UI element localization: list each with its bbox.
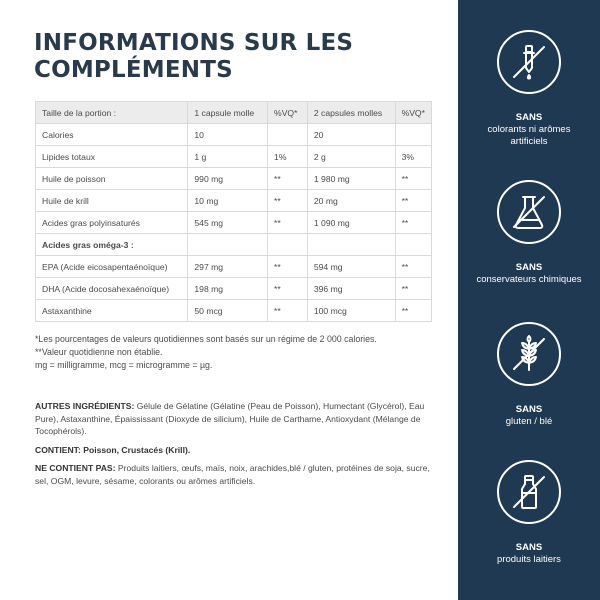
- cell-dv-1: **: [268, 278, 308, 300]
- cell-dv-2: **: [395, 278, 431, 300]
- cell-amount-1: 10: [188, 124, 268, 146]
- table-row: [36, 168, 432, 190]
- cell-amount-1: 545 mg: [188, 212, 268, 234]
- cell-dv-2: **: [395, 190, 431, 212]
- cell-dv-2: **: [395, 256, 431, 278]
- badge-head: SANS: [515, 112, 543, 123]
- no-wheat-icon: [497, 322, 561, 386]
- cell-amount-1: 297 mg: [188, 256, 268, 278]
- other-ingredients-text: Gélule de Gélatine (Gélatine (Peau de Poisson), Humectant (Glycérol), Eau Pure), Astaxanthine, Épaississant (Dioxyde de silicium), Huile de Carthame, Antioxydant (Mélange de Tocophérols).: [35, 401, 425, 436]
- cell-dv-1: [268, 124, 308, 146]
- contains: [35, 444, 440, 457]
- no-dropper-icon: [497, 30, 561, 94]
- table-row: [36, 212, 432, 234]
- cell-nutrient: Huile de krill: [36, 190, 188, 212]
- page-title: [34, 30, 444, 84]
- footnotes: [35, 333, 440, 372]
- cell-nutrient: Calories: [36, 124, 188, 146]
- cell-nutrient: Huile de poisson: [36, 168, 188, 190]
- cell-dv-1: **: [268, 300, 308, 322]
- cell-nutrient: Acides gras oméga-3 :: [36, 234, 188, 256]
- cell-amount-2: 1 090 mg: [307, 212, 395, 234]
- header-one-capsule: 1 capsule molle: [188, 102, 268, 124]
- badge-text: conservateurs chimiques: [476, 274, 582, 285]
- header-dv-1: %VQ*: [268, 102, 308, 124]
- cell-dv-2: [395, 124, 431, 146]
- cell-nutrient: Astaxanthine: [36, 300, 188, 322]
- table-row: [36, 124, 432, 146]
- does-not-contain-text: Produits laitiers, œufs, maïs, noix, arachides,blé / gluten, protéines de soja, sucre, sel, OGM, levure, sésame, colorants ou arômes artificiels.: [35, 463, 430, 486]
- cell-amount-2: 2 g: [307, 146, 395, 168]
- badge-text: gluten / blé: [505, 416, 553, 427]
- supplement-facts-table: [35, 101, 432, 322]
- cell-amount-1: [188, 234, 268, 256]
- cell-dv-1: **: [268, 190, 308, 212]
- cell-nutrient: DHA (Acide docosahexaénoïque): [36, 278, 188, 300]
- title-line-2: COMPLÉMENTS: [34, 57, 233, 83]
- badge-head: SANS: [515, 404, 543, 415]
- badge-head: SANS: [515, 262, 543, 273]
- table-row: [36, 256, 432, 278]
- does-not-contain: [35, 462, 440, 487]
- badge-no-colorants: [458, 30, 600, 148]
- cell-dv-2: **: [395, 212, 431, 234]
- header-dv-2: %VQ*: [395, 102, 431, 124]
- cell-dv-1: **: [268, 256, 308, 278]
- cell-amount-2: 20 mg: [307, 190, 395, 212]
- badge-head: SANS: [515, 542, 543, 553]
- cell-amount-1: 990 mg: [188, 168, 268, 190]
- badge-no-dairy: [458, 460, 600, 566]
- cell-amount-1: 1 g: [188, 146, 268, 168]
- cell-dv-2: **: [395, 300, 431, 322]
- badge-text: produits laitiers: [497, 554, 561, 565]
- table-row: [36, 146, 432, 168]
- cell-dv-1: 1%: [268, 146, 308, 168]
- badge-no-gluten: [458, 322, 600, 428]
- other-ingredients: [35, 400, 440, 438]
- cell-dv-1: **: [268, 212, 308, 234]
- cell-amount-1: 10 mg: [188, 190, 268, 212]
- no-flask-icon: [497, 180, 561, 244]
- footnote-units: mg = milligramme, mcg = microgramme = µg.: [35, 360, 213, 370]
- table-row: [36, 234, 432, 256]
- header-serving: Taille de la portion :: [36, 102, 188, 124]
- cell-amount-2: 1 980 mg: [307, 168, 395, 190]
- table-row: [36, 190, 432, 212]
- cell-amount-2: 100 mcg: [307, 300, 395, 322]
- does-not-contain-label: NE CONTIENT PAS:: [35, 463, 116, 473]
- cell-dv-1: [268, 234, 308, 256]
- other-ingredients-label: AUTRES INGRÉDIENTS:: [35, 401, 135, 411]
- cell-nutrient: EPA (Acide eicosapentaénoïque): [36, 256, 188, 278]
- badge-text: colorants ni arômes artificiels: [487, 124, 571, 147]
- table-row: [36, 278, 432, 300]
- cell-nutrient: Lipides totaux: [36, 146, 188, 168]
- no-milk-icon: [497, 460, 561, 524]
- title-line-1: INFORMATIONS SUR LES: [34, 30, 354, 56]
- cell-dv-1: **: [268, 168, 308, 190]
- table-header-row: [36, 102, 432, 124]
- contains-label: CONTIENT:: [35, 444, 81, 455]
- cell-dv-2: [395, 234, 431, 256]
- free-from-panel: [458, 0, 600, 600]
- cell-amount-2: 594 mg: [307, 256, 395, 278]
- footnote-dv: *Les pourcentages de valeurs quotidiennes sont basés sur un régime de 2 000 calories.: [35, 334, 377, 344]
- cell-dv-2: **: [395, 168, 431, 190]
- footnote-not-established: **Valeur quotidienne non établie.: [35, 347, 163, 357]
- cell-amount-1: 50 mcg: [188, 300, 268, 322]
- cell-amount-2: 20: [307, 124, 395, 146]
- table-row: [36, 300, 432, 322]
- cell-dv-2: 3%: [395, 146, 431, 168]
- contains-text: Poisson, Crustacés (Krill).: [80, 444, 191, 455]
- badge-no-preservatives: [458, 180, 600, 286]
- cell-amount-1: 198 mg: [188, 278, 268, 300]
- ingredients-section: [35, 400, 440, 493]
- cell-amount-2: 396 mg: [307, 278, 395, 300]
- cell-amount-2: [307, 234, 395, 256]
- header-two-capsules: 2 capsules molles: [307, 102, 395, 124]
- cell-nutrient: Acides gras polyinsaturés: [36, 212, 188, 234]
